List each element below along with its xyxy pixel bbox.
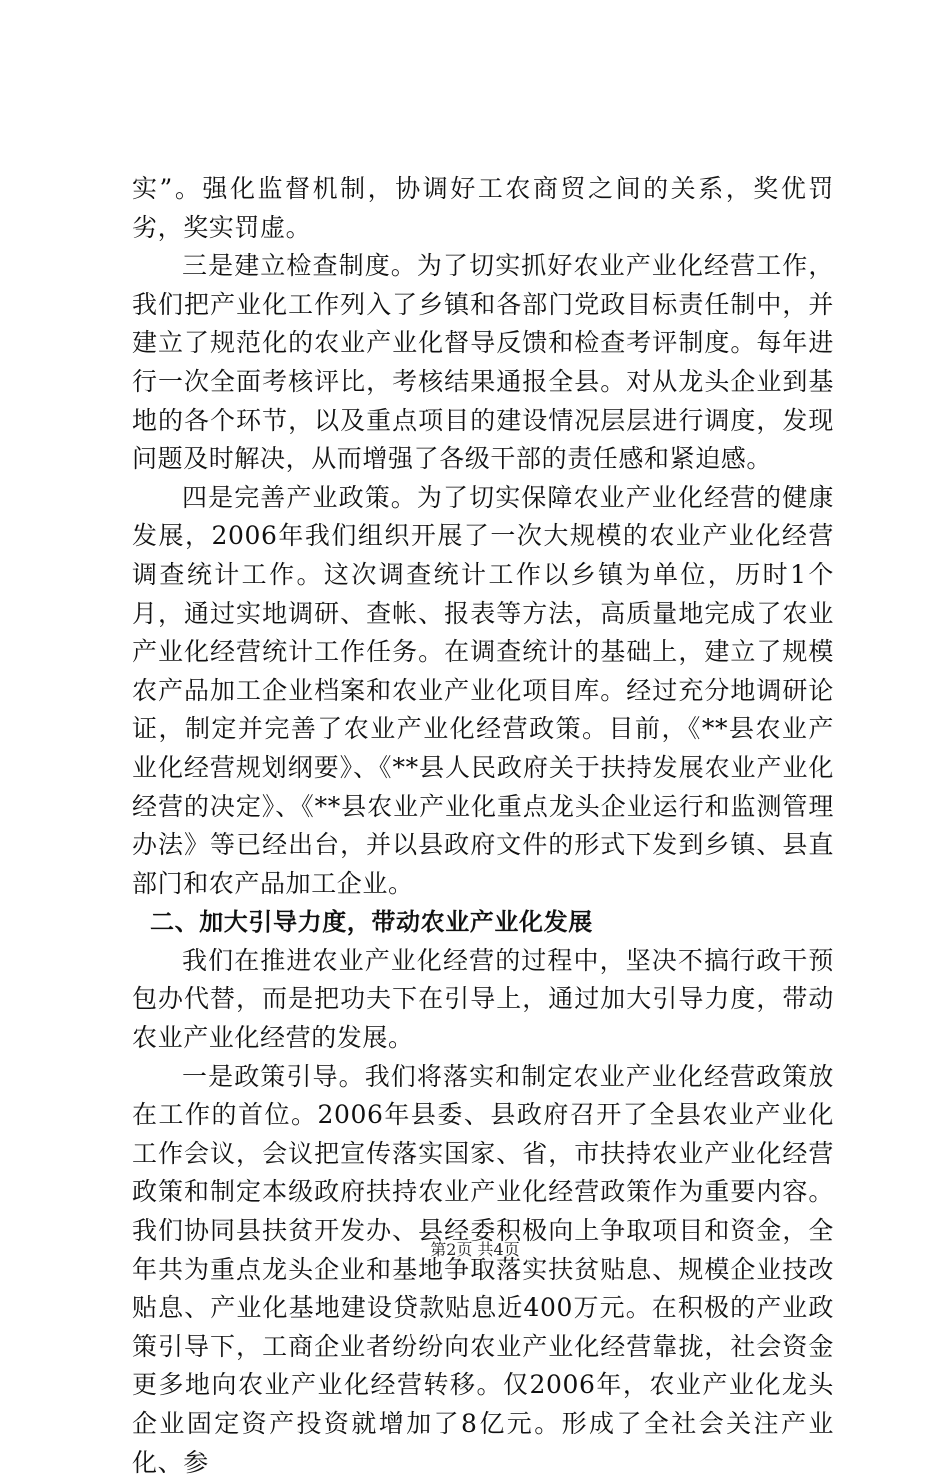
paragraph-industry-policy: 四是完善产业政策。为了切实保障农业产业化经营的健康发展，2006年我们组织开展了一次大规模的农业产业化经营调查统计工作。这次调查统计工作以乡镇为单位，历时1个月，通过实地调研、查帐、报表等方法，高质量地完成了农业产业化经营统计工作任务。在调查统计的基础上，建立了规模农产品加工企业档案和农业产业化项目库。经过充分地调研论证，制定并完善了农业产业化经营政策。目前，《**县农业产业化经营规划纲要》、《**县人民政府关于扶持发展农业产业化经营的决定》、《**县农业产业化重点龙头企业运行和监测管理办法》等已经出台，并以县政府文件的形式下发到乡镇、县直部门和农产品加工企业。 — [132, 482, 834, 898]
paragraph-policy-guidance: 一是政策引导。我们将落实和制定农业产业化经营政策放在工作的首位。2006年县委、县政府召开了全县农业产业化工作会议，会议把宣传落实国家、省，市扶持农业产业化经营政策和制定本级政府扶持农业产业化经营政策作为重要内容。我们协同县扶贫开发办、县经委积极向上争取项目和资金，全年共为重点龙头企业和基地争取落实扶贫贴息、规模企业技改贴息、产业化基地建设贷款贴息近400万元。在积极的产业政策引导下，工商企业者纷纷向农业产业化经营靠拢，社会资金更多地向农业产业化经营转移。仅2006年，农业产业化龙头企业固定资产投资就增加了8亿元。形成了全社会关注产业化、参 — [132, 1061, 834, 1477]
document-body — [132, 170, 834, 1482]
paragraph-continuation: 实”。强化监督机制，协调好工农商贸之间的关系，奖优罚劣，奖实罚虚。 — [132, 174, 834, 242]
paragraph-inspection-system: 三是建立检查制度。为了切实抓好农业产业化经营工作，我们把产业化工作列入了乡镇和各部门党政目标责任制中，并建立了规范化的农业产业化督导反馈和检查考评制度。每年进行一次全面考核评比，考核结果通报全县。对从龙头企业到基地的各个环节，以及重点项目的建设情况层层进行调度，发现问题及时解决，从而增强了各级干部的责任感和紧迫感。 — [132, 251, 834, 474]
section-heading: 二、加大引导力度，带动农业产业化发展 — [150, 908, 593, 937]
paragraph-guidance-intro: 我们在推进农业产业化经营的过程中，坚决不搞行政干预包办代替，而是把功夫下在引导上，通过加大引导力度，带动农业产业化经营的发展。 — [132, 945, 834, 1053]
page-number-footer: 第2页 共4页 — [430, 1240, 520, 1259]
